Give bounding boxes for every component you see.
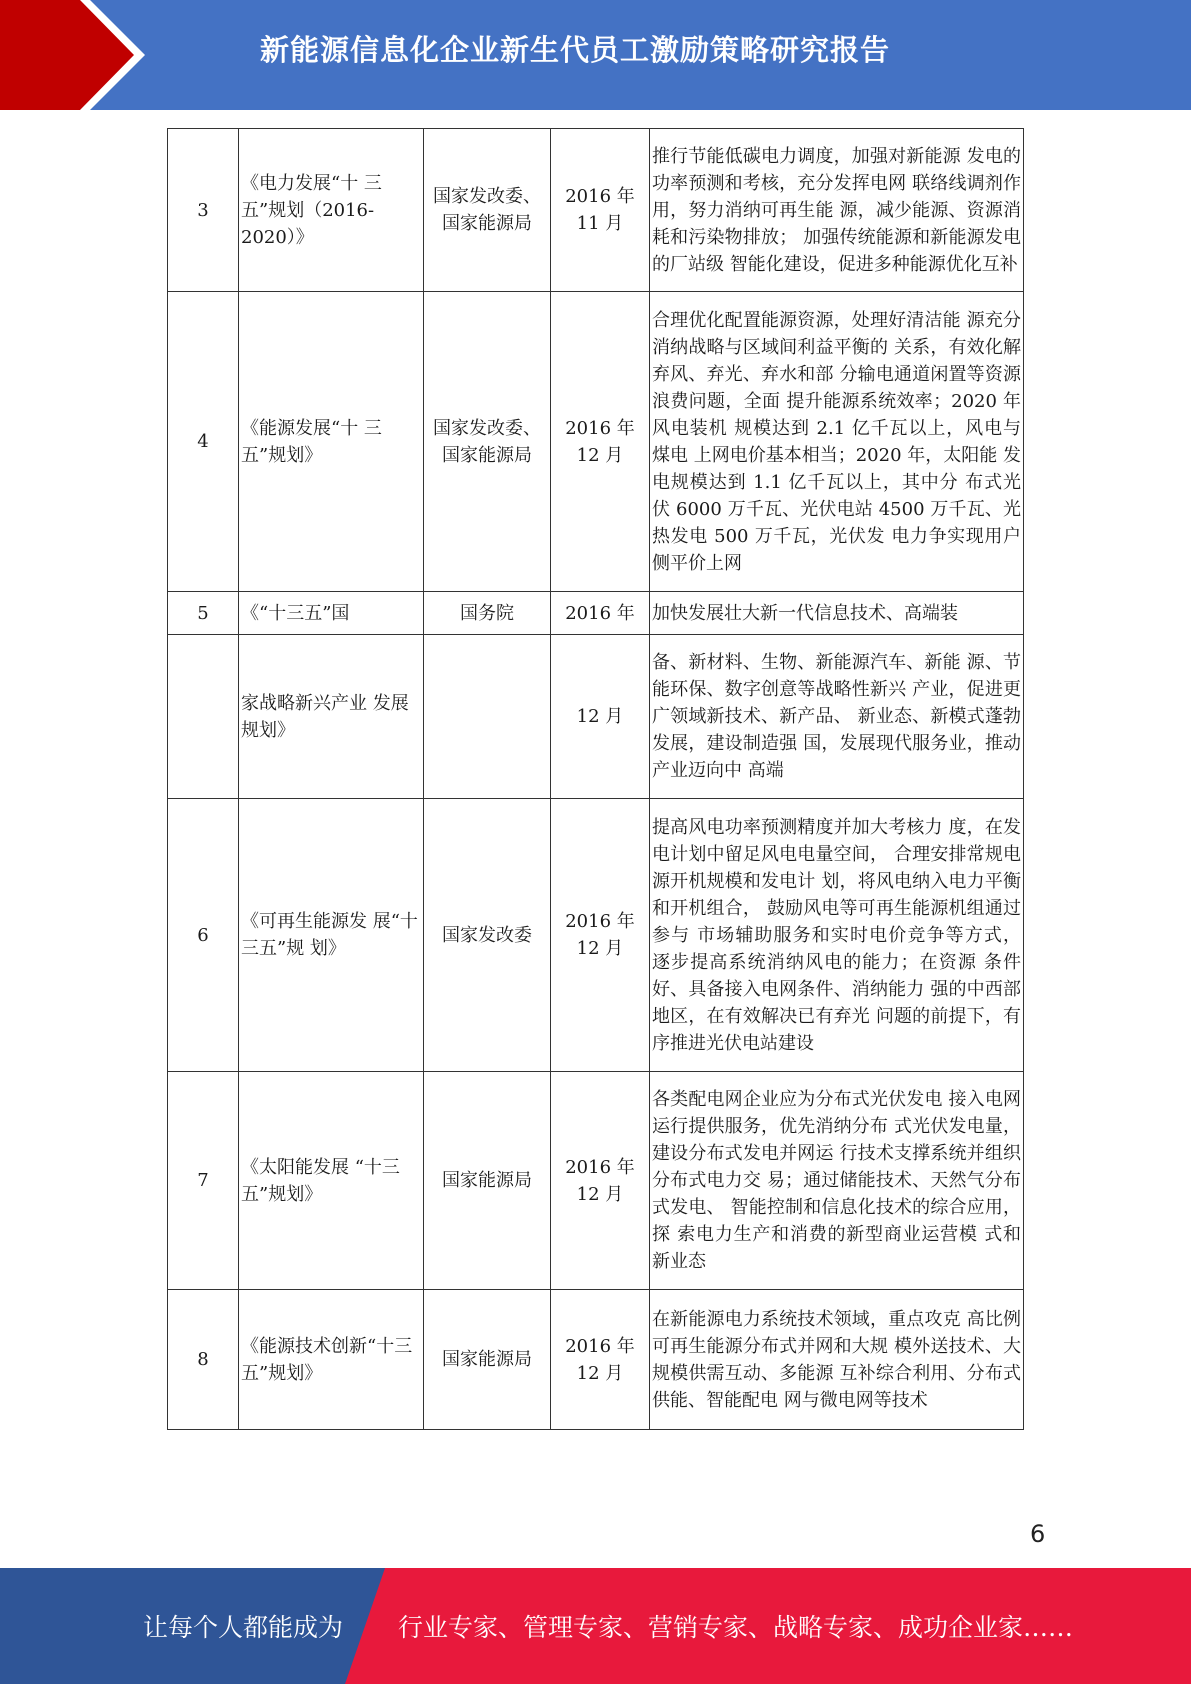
issuing-department: 国家发改委、国家能源局: [424, 292, 551, 592]
policy-name: 《可再生能源发 展“十三五”规 划》: [239, 799, 424, 1072]
policy-table-container: [167, 128, 1024, 1430]
page-header: [0, 0, 1191, 110]
policy-name: 《太阳能发展 “十三五”规划》: [239, 1072, 424, 1290]
policy-name: 《“十三五”国: [239, 592, 424, 635]
issue-date: 2016 年 12 月: [551, 1290, 650, 1430]
policy-content: 推行节能低碳电力调度，加强对新能源 发电的功率预测和考核，充分发挥电网 联络线调剂作用，努力消纳可再生能 源，减少能源、资源消耗和污染物排放； 加强传统能源和新能源发电的厂站级 智能化建设，促进多种能源优化互补: [650, 129, 1024, 292]
issue-date: 2016 年 12 月: [551, 292, 650, 592]
table-row: [168, 1072, 1024, 1290]
issue-date: 2016 年 11 月: [551, 129, 650, 292]
issue-date: 2016 年 12 月: [551, 799, 650, 1072]
policy-content: 在新能源电力系统技术领域，重点攻克 高比例可再生能源分布式并网和大规 模外送技术、大规模供需互动、多能源 互补综合利用、分布式供能、智能配电 网与微电网等技术: [650, 1290, 1024, 1430]
issuing-department: 国家发改委、国家能源局: [424, 129, 551, 292]
table-row: [168, 799, 1024, 1072]
policy-name: 家战略新兴产业 发展规划》: [239, 635, 424, 799]
table-row: [168, 592, 1024, 635]
issuing-department: 国家发改委: [424, 799, 551, 1072]
page-number: 6: [1030, 1520, 1046, 1548]
policy-name: 《能源技术创新“十三五”规划》: [239, 1290, 424, 1430]
policy-name: 《电力发展“十 三五”规划（2016-2020）》: [239, 129, 424, 292]
policy-name: 《能源发展“十 三五”规划》: [239, 292, 424, 592]
table-row: [168, 1290, 1024, 1430]
issuing-department: 国家能源局: [424, 1290, 551, 1430]
policy-content: 各类配电网企业应为分布式光伏发电 接入电网运行提供服务，优先消纳分布 式光伏发电量，建设分布式发电并网运 行技术支撑系统并组织分布式电力交 易；通过储能技术、天然气分布式发电、 智能控制和信息化技术的综合应用，探 索电力生产和消费的新型商业运营模 式和新业态: [650, 1072, 1024, 1290]
policy-content: 加快发展壮大新一代信息技术、高端装: [650, 592, 1024, 635]
issuing-department: 国务院: [424, 592, 551, 635]
policy-content: 提高风电功率预测精度并加大考核力 度，在发电计划中留足风电电量空间， 合理安排常规电源开机规模和发电计 划，将风电纳入电力平衡和开机组合， 鼓励风电等可再生能源机组通过参与 市场辅助服务和实时电价竞争等方式， 逐步提高系统消纳风电的能力；在资源 条件好、具备接入电网条件、消纳能力 强的中西部地区，在有效解决已有弃光 问题的前提下，有序推进光伏电站建设: [650, 799, 1024, 1072]
footer-slogan-left: 让每个人都能成为: [143, 1613, 344, 1642]
issue-date: 2016 年: [551, 592, 650, 635]
report-title: 新能源信息化企业新生代员工激励策略研究报告: [260, 33, 891, 67]
row-number: 7: [168, 1072, 239, 1290]
table-row: [168, 635, 1024, 799]
row-number: 3: [168, 129, 239, 292]
table-row: [168, 292, 1024, 592]
row-number: [168, 635, 239, 799]
issue-date: 12 月: [551, 635, 650, 799]
row-number: 5: [168, 592, 239, 635]
policy-content: 备、新材料、生物、新能源汽车、新能 源、节能环保、数字创意等战略性新兴 产业，促进更广领域新技术、新产品、 新业态、新模式蓬勃发展，建设制造强 国，发展现代服务业，推动产业迈向中 高端: [650, 635, 1024, 799]
issuing-department: 国家能源局: [424, 1072, 551, 1290]
footer-slogan-right: 行业专家、管理专家、营销专家、战略专家、成功企业家……: [398, 1613, 1074, 1642]
row-number: 6: [168, 799, 239, 1072]
issue-date: 2016 年 12 月: [551, 1072, 650, 1290]
policy-content: 合理优化配置能源资源，处理好清洁能 源充分消纳战略与区域间利益平衡的 关系，有效化解弃风、弃光、弃水和部 分输电通道闲置等资源浪费问题，全面 提升能源系统效率；2020 年风电装机 规模达到 2.1 亿千瓦以上，风电与煤电 上网电价基本相当；2020 年，太阳能 发电规模达到 1.1 亿千瓦以上，其中分 布式光伏 6000 万千瓦、光伏电站 4500 万千瓦、光热发电 500 万千瓦，光伏发 电力争实现用户侧平价上网: [650, 292, 1024, 592]
page-footer: [0, 1568, 1191, 1684]
table-row: [168, 129, 1024, 292]
policy-table: [167, 128, 1024, 1430]
header-arrow-icon: [0, 0, 160, 110]
row-number: 4: [168, 292, 239, 592]
issuing-department: [424, 635, 551, 799]
row-number: 8: [168, 1290, 239, 1430]
